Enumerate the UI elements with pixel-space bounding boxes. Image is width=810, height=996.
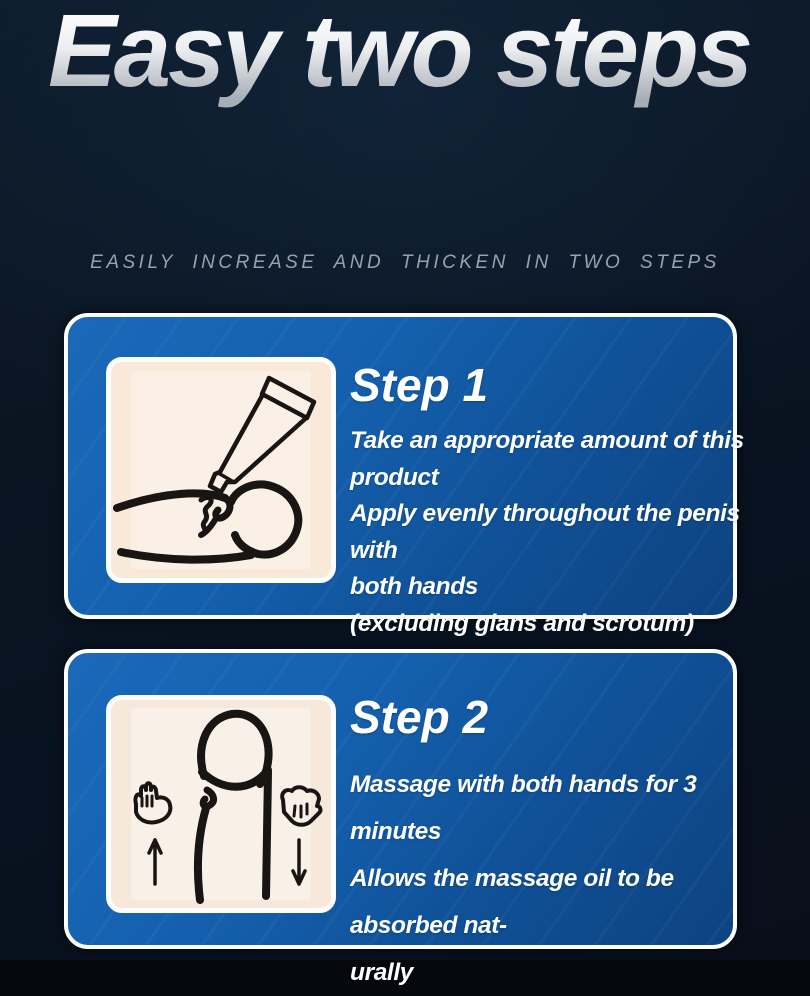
step2-heading: Step 2 [350, 691, 489, 743]
step1-heading: Step 1 [350, 359, 489, 411]
penis-line-drawing [117, 484, 298, 559]
tube-icon [210, 378, 314, 492]
step1-text-block [350, 361, 750, 642]
step1-line: (excluding glans and scrotum) [350, 609, 694, 637]
step2-line: urally [350, 959, 413, 987]
step2-line: Allows the massage oil to be absorbed nat- [350, 865, 674, 940]
step1-line: both hands [350, 573, 479, 601]
step2-illustration-box [106, 695, 336, 913]
step2-line: Massage with both hands for 3 minutes [350, 771, 697, 846]
down-arrow-icon [293, 840, 305, 884]
left-hand-icon [135, 783, 170, 822]
step1-line: Apply evenly throughout the penis with [350, 500, 740, 564]
page-title: Easy two steps [48, 0, 768, 116]
right-hand-icon [282, 787, 320, 825]
step2-card [64, 649, 737, 987]
page-subtitle: EASILY INCREASE AND THICKEN IN TWO STEPS [90, 252, 720, 273]
step1-illustration-box [106, 357, 336, 583]
tube-applying-product-illustration [111, 362, 331, 578]
step1-line: Take an appropriate amount of this product [350, 427, 744, 491]
penis-line-drawing [198, 714, 269, 900]
up-arrow-icon [149, 840, 161, 884]
step2-text-block [350, 693, 750, 996]
step1-card [64, 313, 744, 637]
massage-with-both-hands-illustration [111, 700, 331, 908]
